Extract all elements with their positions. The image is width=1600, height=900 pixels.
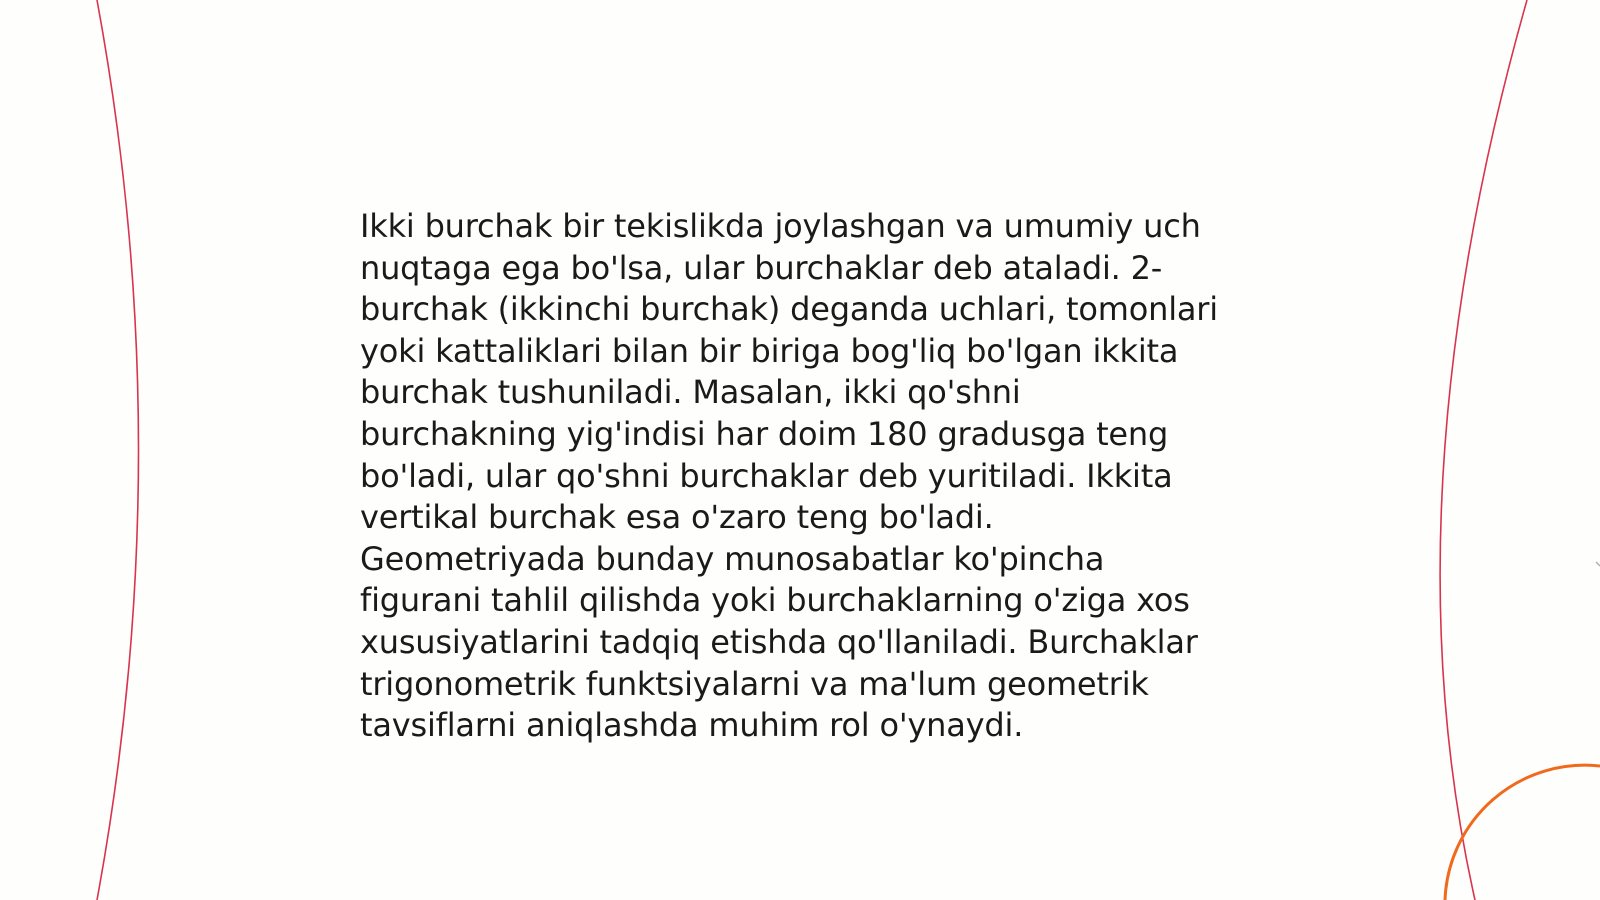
text-line-4: yoki kattaliklari bilan bir biriga bog'liq bo'lgan ikkita — [360, 331, 1179, 370]
orange-arc — [1445, 765, 1600, 900]
text-line-13: tavsiflarni aniqlashda muhim rol o'ynaydi. — [360, 706, 1024, 745]
body-paragraph — [360, 206, 1260, 747]
text-line-6: burchakning yig'indisi har doim 180 gradusga teng — [360, 414, 1169, 453]
text-line-9: Geometriyada bunday munosabatlar ko'pincha — [360, 539, 1105, 578]
right-red-curve — [1440, 0, 1527, 900]
text-line-5: burchak tushuniladi. Masalan, ikki qo'shni — [360, 373, 1021, 412]
text-line-10: figurani tahlil qilishda yoki burchaklarning o'ziga xos — [360, 581, 1190, 620]
text-line-2: nuqtaga ega bo'lsa, ular burchaklar deb ataladi. 2- — [360, 248, 1163, 287]
text-line-8: vertikal burchak esa o'zaro teng bo'ladi. — [360, 498, 994, 537]
left-red-curve — [97, 0, 139, 900]
text-line-3: burchak (ikkinchi burchak) deganda uchlari, tomonlari — [360, 290, 1218, 329]
text-line-12: trigonometrik funktsiyalarni va ma'lum geometrik — [360, 664, 1149, 703]
text-line-1: Ikki burchak bir tekislikda joylashgan va umumiy uch — [360, 207, 1201, 245]
text-line-11: xususiyatlarini tadqiq etishda qo'llaniladi. Burchaklar — [360, 622, 1198, 661]
small-tick-mark — [1596, 562, 1600, 566]
text-line-7: bo'ladi, ular qo'shni burchaklar deb yuritiladi. Ikkita — [360, 456, 1173, 495]
